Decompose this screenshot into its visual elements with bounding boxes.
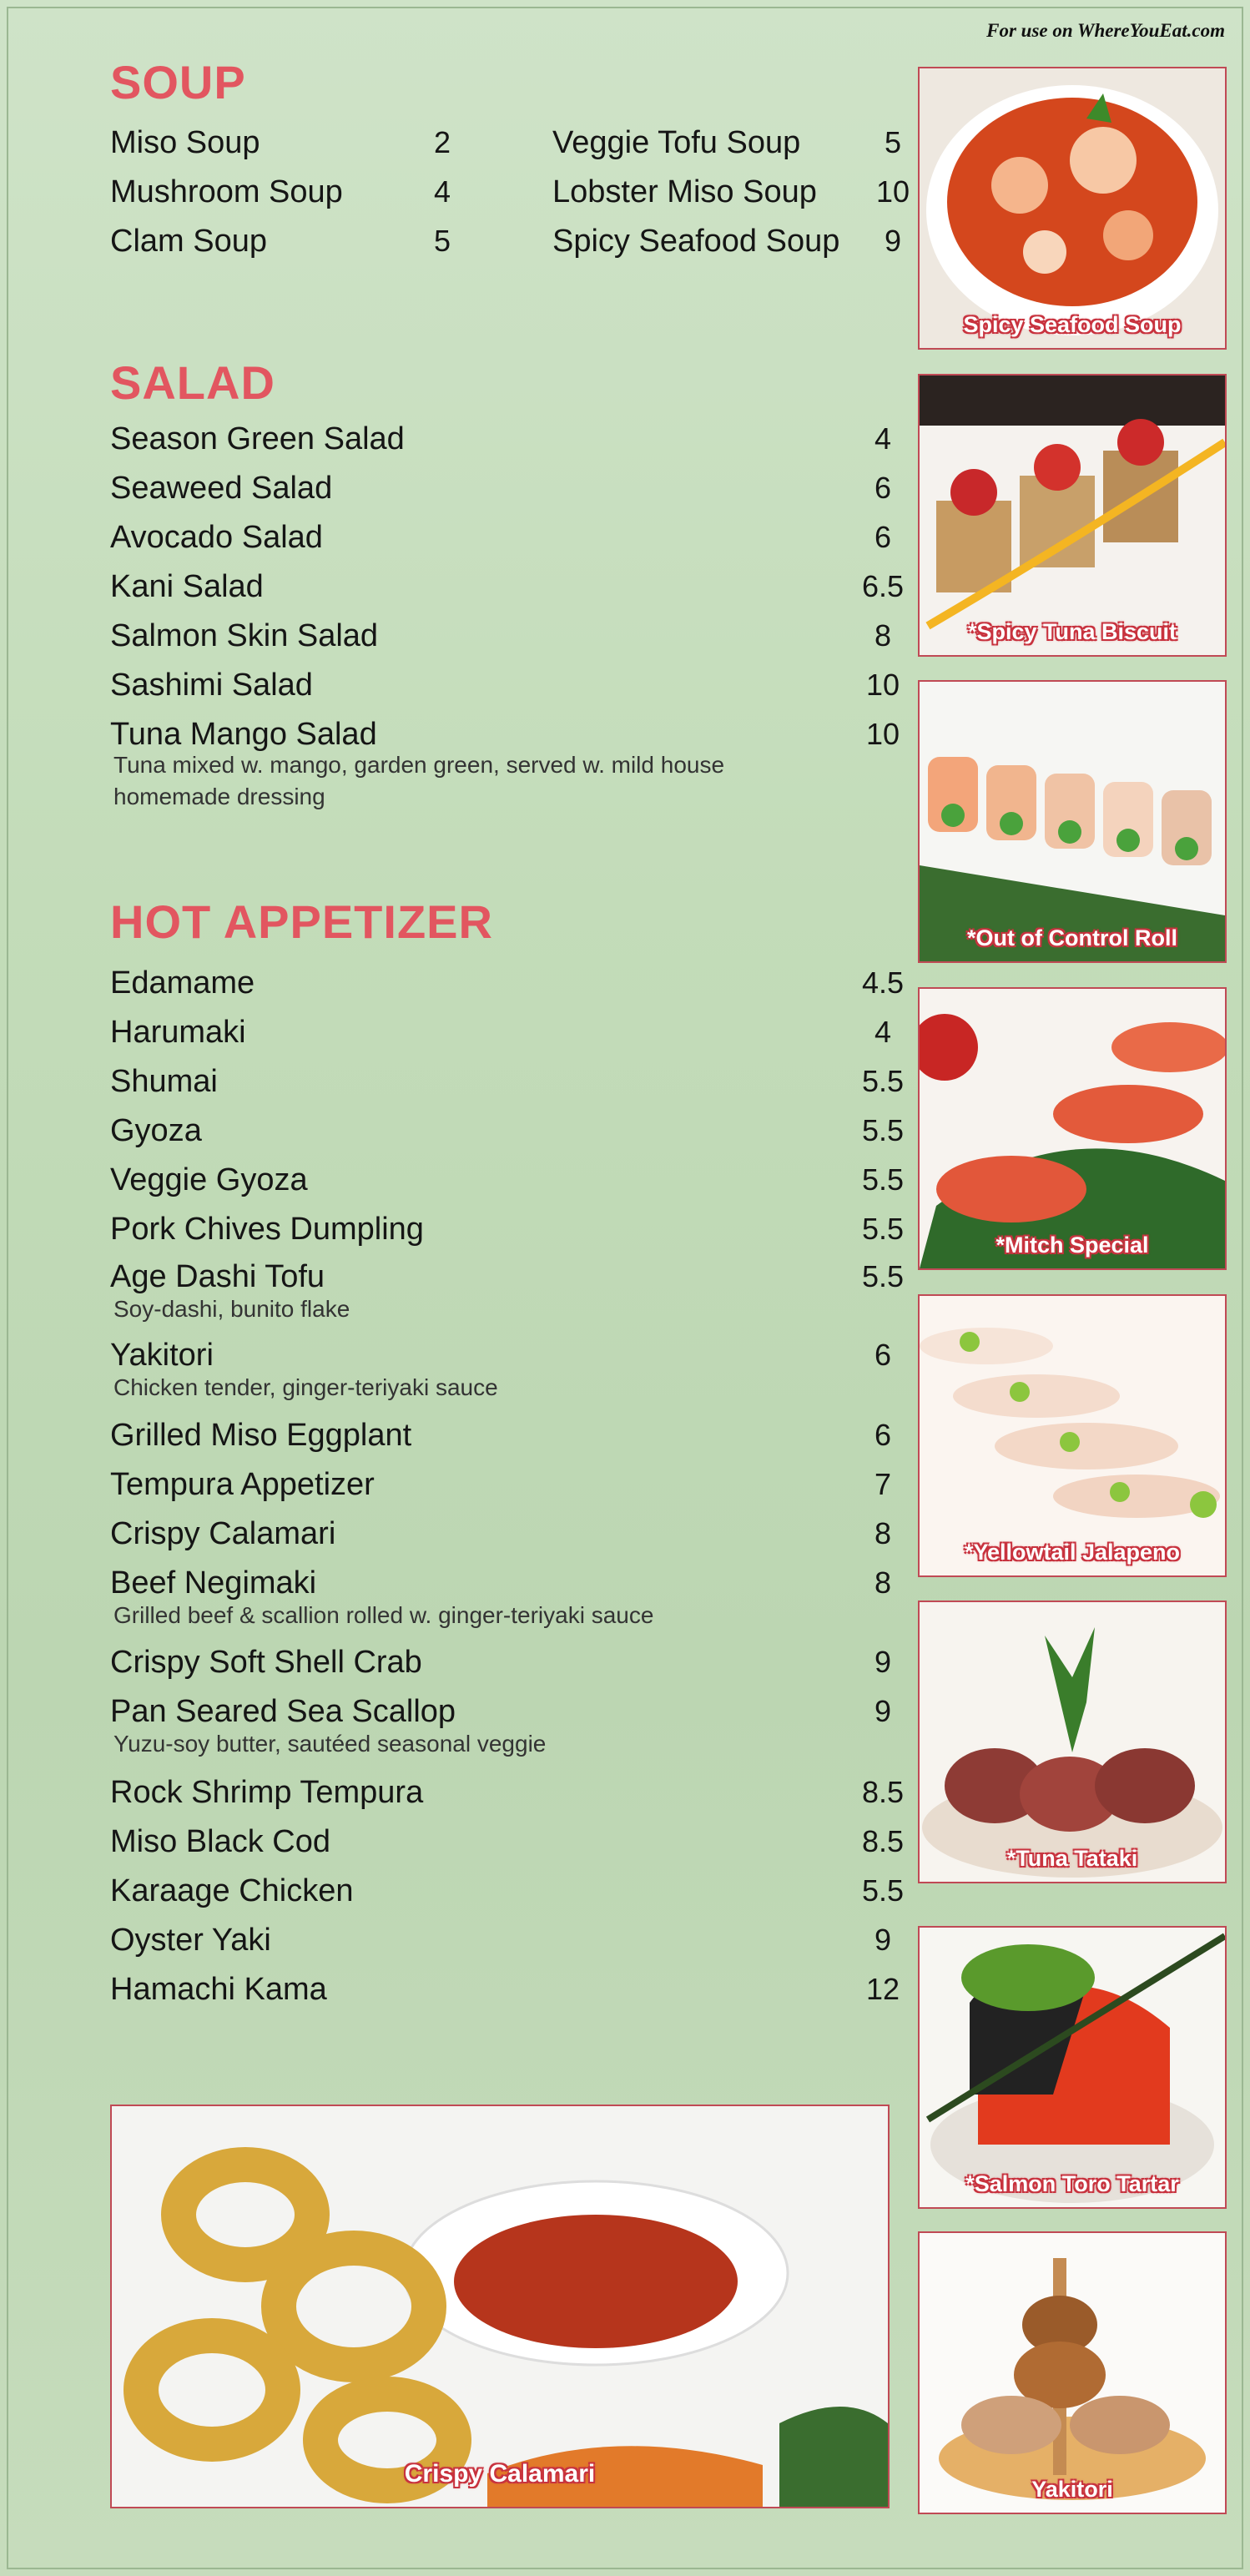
photo-caption: *Mitch Special [995, 1233, 1149, 1258]
menu-item-price: 5.5 [861, 1113, 905, 1147]
menu-item-price: 10 [875, 174, 910, 209]
watermark: For use on WhereYouEat.com [986, 20, 1225, 41]
menu-item-name: Crispy Soft Shell Crab [110, 1645, 422, 1680]
menu-item-name: Kani Salad [110, 569, 264, 604]
mitch-special-image [920, 989, 1225, 1268]
menu-item-price: 5 [884, 125, 902, 159]
menu-item-price: 9 [874, 1694, 892, 1728]
photo-yellowtail-jalapeno [918, 1294, 1227, 1577]
menu-item-name: Avocado Salad [110, 520, 323, 555]
menu-item-name: Miso Soup [110, 125, 260, 160]
menu-item-price: 9 [874, 1923, 892, 1957]
menu-item-name: Miso Black Cod [110, 1824, 330, 1859]
menu-item-price: 9 [884, 224, 902, 258]
menu-item-price: 8.5 [861, 1775, 905, 1809]
menu-item-name: Sashimi Salad [110, 668, 313, 703]
menu-item-price: 4.5 [861, 965, 905, 1000]
menu-item-name: Shumai [110, 1064, 218, 1099]
menu-item-name: Clam Soup [110, 224, 267, 259]
tuna-biscuit-image [920, 376, 1225, 655]
photo-salmon-toro-tartar [918, 1926, 1227, 2209]
menu-item-description: Yuzu-soy butter, sautéed seasonal veggie [113, 1731, 547, 1757]
menu-item-price: 4 [433, 174, 451, 209]
menu-item-price: 2 [433, 125, 451, 159]
menu-item-name: Harumaki [110, 1015, 246, 1050]
menu-item-price: 10 [865, 717, 900, 751]
photo-caption: *Yellowtail Jalapeno [964, 1540, 1181, 1565]
menu-item-name: Lobster Miso Soup [552, 174, 817, 209]
photo-caption: *Spicy Tuna Biscuit [967, 619, 1177, 644]
photo-caption: Crispy Calamari [404, 2460, 596, 2488]
menu-item-name: Rock Shrimp Tempura [110, 1775, 424, 1810]
photo-caption: Spicy Seafood Soup [963, 312, 1182, 337]
menu-item-price: 8 [874, 618, 892, 653]
photo-caption: *Tuna Tataki [1006, 1846, 1138, 1871]
photo-crispy-calamari-large [110, 2105, 890, 2508]
menu-item-price: 5.5 [861, 1873, 905, 1908]
menu-item-price: 6 [874, 1338, 892, 1372]
menu-item-description: Tuna mixed w. mango, garden green, served w. mild house homemade dressing [113, 752, 725, 809]
menu-item-price: 5.5 [861, 1064, 905, 1098]
menu-item-name: Salmon Skin Salad [110, 618, 379, 653]
menu-item-price: 8.5 [861, 1824, 905, 1858]
photo-tuna-tataki [918, 1601, 1227, 1883]
soup-title: SOUP [110, 56, 246, 108]
menu-item-price: 4 [874, 1015, 892, 1049]
menu-item-price: 5.5 [861, 1212, 905, 1246]
menu-item-description: Soy-dashi, bunito flake [113, 1296, 350, 1322]
menu-item-name: Spicy Seafood Soup [552, 224, 840, 259]
yakitori-image [920, 2233, 1225, 2513]
photo-spicy-tuna-biscuit [918, 374, 1227, 657]
menu-item-name: Oyster Yaki [110, 1923, 271, 1958]
salad-title: SALAD [110, 356, 275, 409]
menu-item-name: Tempura Appetizer [110, 1467, 375, 1502]
menu-item-name: Edamame [110, 965, 255, 1001]
photo-mitch-special [918, 987, 1227, 1270]
menu-item-name: Crispy Calamari [110, 1516, 336, 1551]
photo-caption: Yakitori [1031, 2477, 1113, 2502]
menu-item-name: Seaweed Salad [110, 471, 333, 506]
menu-item-name: Grilled Miso Eggplant [110, 1418, 412, 1453]
menu-item-price: 4 [874, 421, 892, 456]
menu-item-description: Grilled beef & scallion rolled w. ginger-teriyaki sauce [113, 1602, 654, 1628]
photo-caption: *Salmon Toro Tartar [965, 2171, 1179, 2196]
photo-spicy-seafood-soup [918, 67, 1227, 350]
yellowtail-jalapeno-image [920, 1296, 1225, 1575]
menu-item-name: Veggie Gyoza [110, 1162, 308, 1197]
menu-item-name: Yakitori [110, 1338, 214, 1373]
menu-item-price: 6 [874, 471, 892, 505]
menu-item-price: 10 [865, 668, 900, 702]
salmon-toro-tartar-image [920, 1928, 1225, 2207]
photo-yakitori [918, 2231, 1227, 2514]
menu-item-price: 6 [874, 520, 892, 554]
menu-item-name: Pork Chives Dumpling [110, 1212, 424, 1247]
tuna-tataki-image [920, 1602, 1225, 1882]
photo-out-of-control-roll [918, 680, 1227, 963]
menu-item-name: Pan Seared Sea Scallop [110, 1694, 456, 1729]
menu-item-name: Season Green Salad [110, 421, 405, 456]
menu-item-price: 6.5 [861, 569, 905, 603]
menu-item-name: Tuna Mango Salad [110, 717, 377, 752]
menu-item-price: 5 [433, 224, 451, 258]
menu-item-price: 8 [874, 1565, 892, 1600]
menu-item-price: 5.5 [861, 1162, 905, 1197]
hot-appetizer-title: HOT APPETIZER [110, 895, 493, 948]
menu-item-price: 7 [874, 1467, 892, 1501]
menu-item-name: Age Dashi Tofu [110, 1259, 325, 1294]
photo-caption: *Out of Control Roll [967, 925, 1177, 950]
menu-item-price: 8 [874, 1516, 892, 1550]
menu-item-price: 12 [865, 1972, 900, 2006]
menu-item-price: 6 [874, 1418, 892, 1452]
soup-bowl-image [920, 68, 1225, 348]
menu-item-price: 9 [874, 1645, 892, 1679]
menu-item-name: Hamachi Kama [110, 1972, 327, 2007]
menu-item-description: Chicken tender, ginger-teriyaki sauce [113, 1374, 498, 1400]
menu-item-name: Gyoza [110, 1113, 202, 1148]
menu-item-name: Veggie Tofu Soup [552, 125, 801, 160]
sushi-roll-image [920, 682, 1225, 961]
menu-item-name: Beef Negimaki [110, 1565, 317, 1601]
menu-item-name: Mushroom Soup [110, 174, 343, 209]
crispy-calamari-image [112, 2106, 888, 2507]
menu-item-price: 5.5 [861, 1259, 905, 1293]
menu-item-name: Karaage Chicken [110, 1873, 354, 1908]
